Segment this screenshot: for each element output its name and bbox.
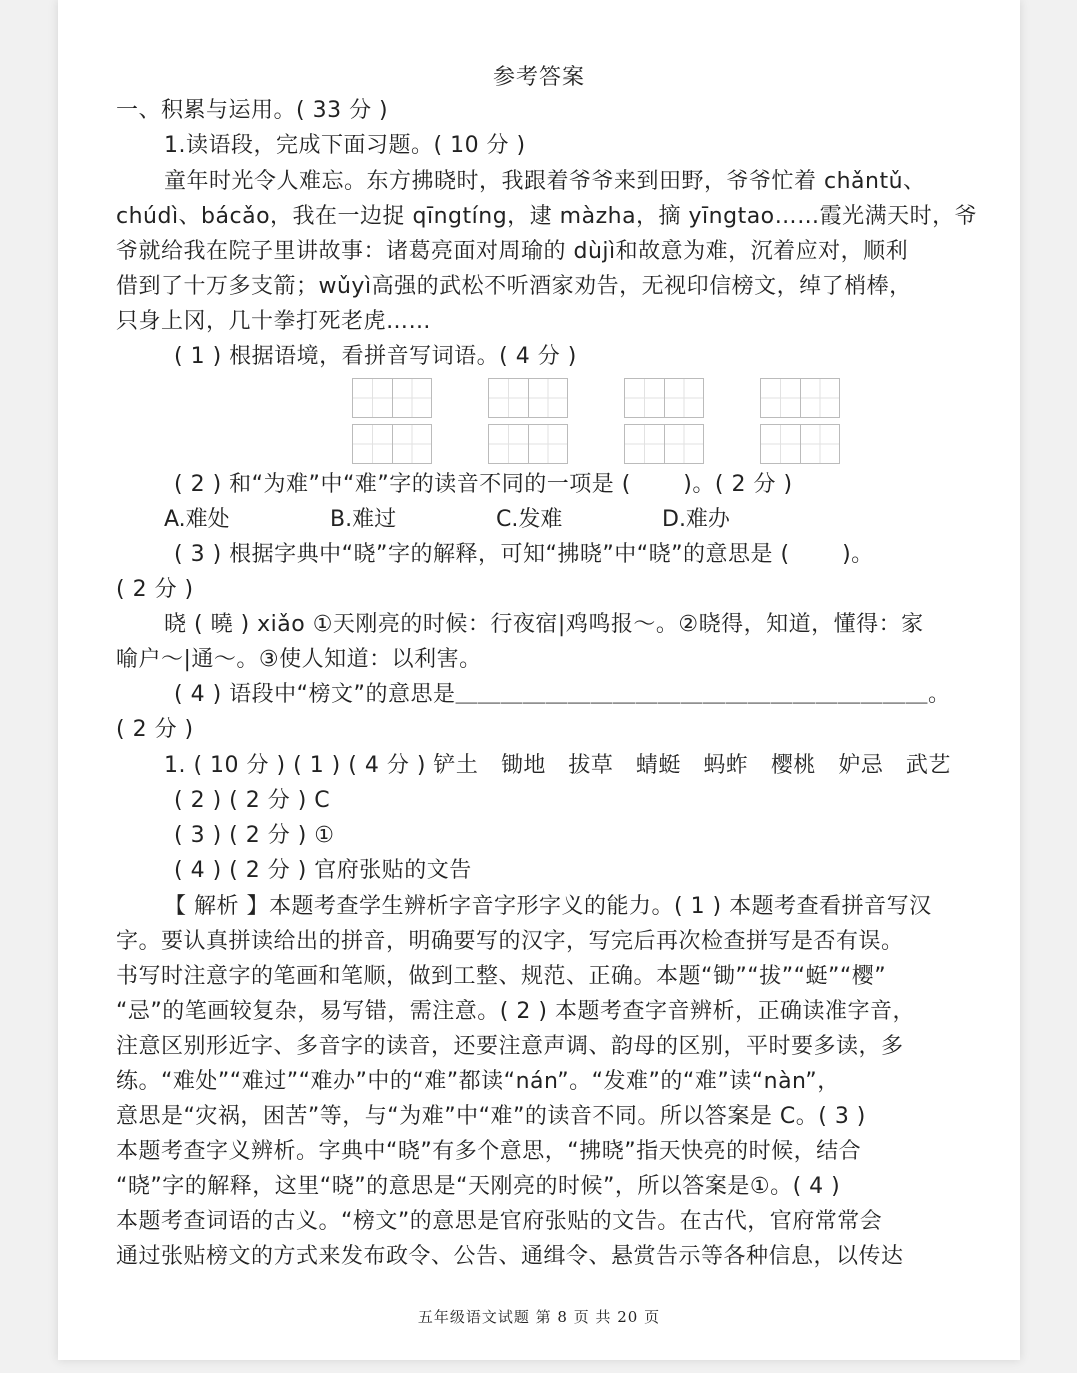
writing-box[interactable] bbox=[352, 378, 432, 418]
answer-line: ( 4 ) ( 2 分 ) 官府张贴的文告 bbox=[174, 858, 472, 883]
passage-line: 童年时光令人难忘。东方拂晓时，我跟着爷爷来到田野，爷爷忙着 chǎntǔ、 bbox=[164, 169, 926, 194]
exam-page bbox=[58, 0, 1020, 1360]
analysis-line: 注意区别形近字、多音字的读音，还要注意声调、韵母的区别，平时要多读，多 bbox=[116, 1034, 904, 1059]
answer-line: 1. ( 10 分 ) ( 1 ) ( 4 分 ) 铲土 锄地 拔草 蜻蜓 蚂蚱 樱桃 妒忌 武艺 bbox=[164, 753, 951, 778]
analysis-line: 【 解析 】本题考查学生辨析字音字形字义的能力。( 1 ) 本题考查看拼音写汉 bbox=[164, 894, 932, 919]
answer-line: ( 3 ) ( 2 分 ) ① bbox=[174, 823, 335, 848]
analysis-line: 通过张贴榜文的方式来发布政令、公告、通缉令、悬赏告示等各种信息，以传达 bbox=[116, 1244, 904, 1269]
sub-question-4: ( 4 ) 语段中“榜文”的意思是＿＿＿＿＿＿＿＿＿＿＿＿＿＿＿＿＿＿＿＿＿。 bbox=[174, 682, 951, 707]
option-c: C.发难 bbox=[496, 507, 563, 532]
writing-box[interactable] bbox=[760, 424, 840, 464]
option-a: A.难处 bbox=[164, 507, 230, 532]
analysis-line: “忌”的笔画较复杂，易写错，需注意。( 2 ) 本题考查字音辨析，正确读准字音， bbox=[116, 999, 915, 1024]
sub-question-1: ( 1 ) 根据语境，看拼音写词语。( 4 分 ) bbox=[174, 344, 577, 369]
writing-box[interactable] bbox=[624, 378, 704, 418]
score-note: ( 2 分 ) bbox=[116, 577, 194, 602]
page-footer: 五年级语文试题 第 8 页 共 20 页 bbox=[417, 1308, 661, 1326]
question-heading: 1.读语段，完成下面习题。( 10 分 ) bbox=[164, 133, 526, 158]
writing-grid-row-2 bbox=[352, 424, 840, 464]
dictionary-entry: 喻户～|通～。③使人知道：以利害。 bbox=[116, 647, 482, 672]
option-d: D.难办 bbox=[662, 507, 730, 532]
writing-box[interactable] bbox=[624, 424, 704, 464]
score-note: ( 2 分 ) bbox=[116, 717, 194, 742]
writing-box[interactable] bbox=[760, 378, 840, 418]
writing-box[interactable] bbox=[488, 378, 568, 418]
analysis-line: 书写时注意字的笔画和笔顺，做到工整、规范、正确。本题“锄”“拔”“蜓”“樱” bbox=[116, 964, 887, 989]
writing-box[interactable] bbox=[488, 424, 568, 464]
dictionary-entry: 晓 ( 曉 ) xiǎo ①天刚亮的时候：行夜宿|鸡鸣报～。②晓得，知道，懂得：家 bbox=[164, 612, 924, 637]
analysis-line: 练。“难处”“难过”“难办”中的“难”都读“nán”。“发难”的“难”读“nàn”， bbox=[116, 1069, 840, 1094]
analysis-line: “晓”字的解释，这里“晓”的意思是“天刚亮的时候”，所以答案是①。( 4 ) bbox=[116, 1174, 841, 1199]
passage-line: chúdì、bácǎo，我在一边捉 qīngtíng，逮 màzha，摘 yīngtao……霞光满天时，爷 bbox=[116, 204, 978, 229]
sub-question-3: ( 3 ) 根据字典中“晓”字的解释，可知“拂晓”中“晓”的意思是 ( )。 bbox=[174, 542, 874, 567]
sub-question-2: ( 2 ) 和“为难”中“难”字的读音不同的一项是 ( )。( 2 分 ) bbox=[174, 472, 793, 497]
analysis-line: 意思是“灾祸，困苦”等，与“为难”中“难”的读音不同。所以答案是 C。( 3 ) bbox=[116, 1104, 866, 1129]
writing-grid-row-1 bbox=[352, 378, 840, 418]
analysis-line: 字。要认真拼读给出的拼音，明确要写的汉字，写完后再次检查拼写是否有误。 bbox=[116, 929, 904, 954]
analysis-line: 本题考查词语的古义。“榜文”的意思是官府张贴的文告。在古代，官府常常会 bbox=[116, 1209, 883, 1234]
choice-options bbox=[164, 504, 828, 536]
option-b: B.难过 bbox=[330, 507, 397, 532]
section-heading: 一、积累与运用。( 33 分 ) bbox=[116, 98, 389, 123]
passage-line: 爷就给我在院子里讲故事：诸葛亮面对周瑜的 dùjì和故意为难，沉着应对，顺利 bbox=[116, 239, 909, 264]
analysis-line: 本题考查字义辨析。字典中“晓”有多个意思，“拂晓”指天快亮的时候，结合 bbox=[116, 1139, 862, 1164]
writing-box[interactable] bbox=[352, 424, 432, 464]
answer-line: ( 2 ) ( 2 分 ) C bbox=[174, 788, 331, 813]
page-title: 参考答案 bbox=[492, 65, 585, 90]
passage-line: 只身上冈，几十拳打死老虎…… bbox=[116, 309, 432, 334]
passage-line: 借到了十万多支箭；wǔyì高强的武松不听酒家劝告，无视印信榜文，绰了梢棒， bbox=[116, 274, 912, 299]
